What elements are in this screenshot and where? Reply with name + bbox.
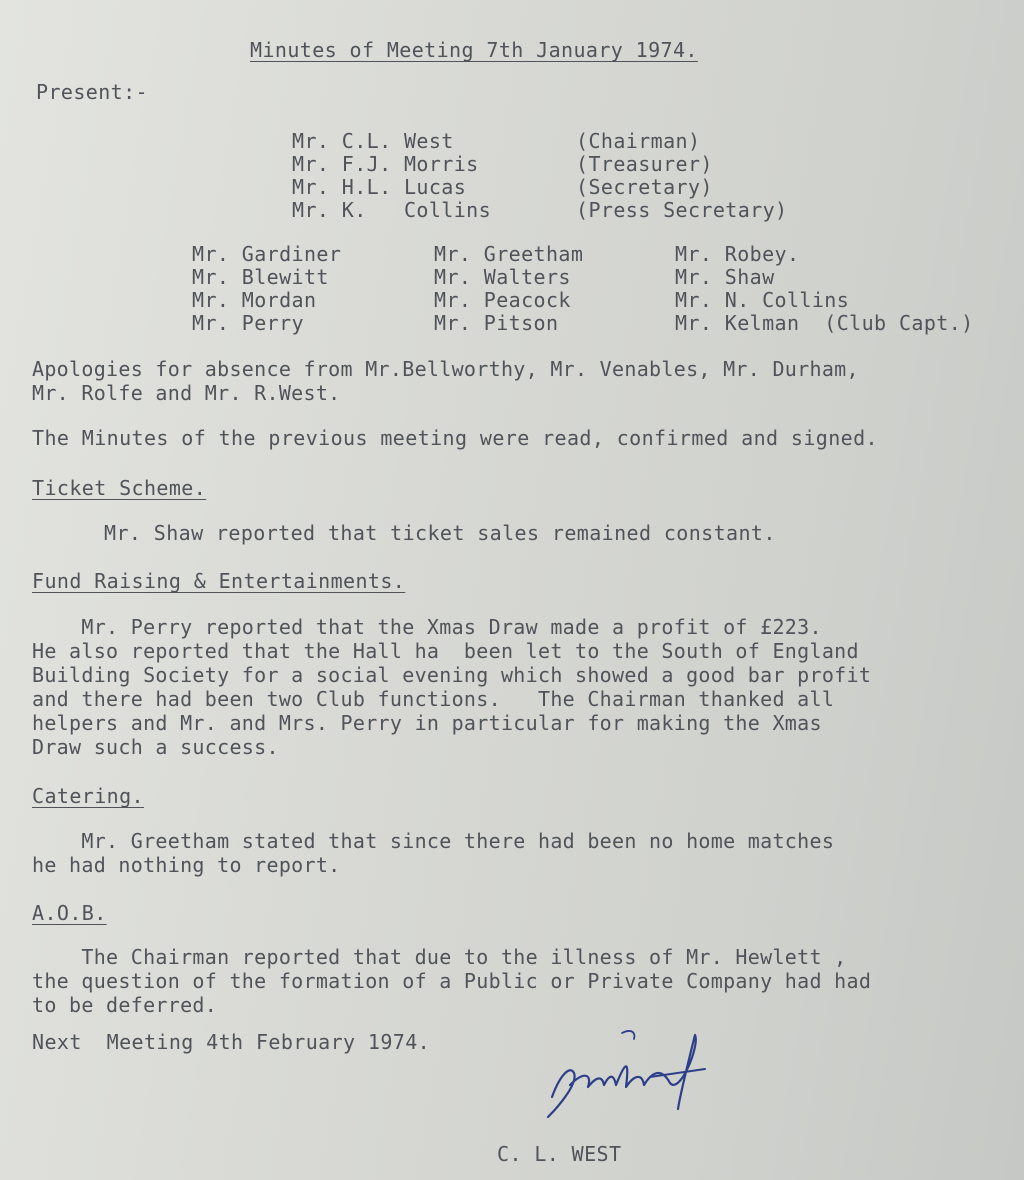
officer-role: (Chairman) — [576, 129, 701, 153]
next-meeting-text: Next Meeting 4th February 1974. — [32, 1030, 431, 1054]
aob-paragraph — [32, 945, 1017, 1017]
member-name: Mr. Blewitt — [192, 265, 329, 289]
present-label: Present:- — [36, 80, 148, 104]
officer-name: Mr. C.L. West — [292, 129, 454, 153]
aob-line: the question of the formation of a Public or Private Company had had — [32, 969, 872, 993]
document-title: Minutes of Meeting 7th January 1974. — [250, 38, 698, 62]
catering-heading: Catering. — [32, 784, 144, 808]
officer-name: Mr. H.L. Lucas — [292, 175, 467, 199]
member-name: Mr. Perry — [192, 311, 304, 335]
members-column-3 — [675, 243, 974, 335]
apologies-paragraph — [32, 357, 1017, 405]
member-name: Mr. Kelman (Club Capt.) — [675, 311, 974, 335]
aob-heading: A.O.B. — [32, 901, 107, 925]
catering-paragraph — [32, 829, 1017, 877]
ticket-scheme-heading: Ticket Scheme. — [32, 476, 207, 500]
fund-raising-line: He also reported that the Hall ha been let to the South of England — [32, 639, 859, 663]
member-name: Mr. N. Collins — [675, 288, 850, 312]
handwritten-signature — [530, 1025, 730, 1125]
signatory-name: C. L. WEST — [497, 1142, 622, 1166]
officers-names — [292, 130, 491, 222]
fund-raising-line: Mr. Perry reported that the Xmas Draw made a profit of £223. — [32, 615, 822, 639]
aob-line: to be deferred. — [32, 993, 218, 1017]
fund-raising-line: Draw such a success. — [32, 735, 279, 759]
fund-raising-line: and there had been two Club functions. The Chairman thanked all — [32, 687, 835, 711]
officer-name: Mr. F.J. Morris — [292, 152, 479, 176]
catering-line: he had nothing to report. — [32, 853, 341, 877]
previous-minutes-text: The Minutes of the previous meeting were read, confirmed and signed. — [32, 426, 878, 450]
officer-role: (Secretary) — [576, 175, 713, 199]
members-column-2 — [434, 243, 583, 335]
fund-raising-line: helpers and Mr. and Mrs. Perry in particular for making the Xmas — [32, 711, 822, 735]
aob-line: The Chairman reported that due to the illness of Mr. Hewlett , — [32, 945, 847, 969]
fund-raising-heading: Fund Raising & Entertainments. — [32, 569, 406, 593]
member-name: Mr. Peacock — [434, 288, 571, 312]
member-name: Mr. Greetham — [434, 242, 584, 266]
apologies-line: Mr. Rolfe and Mr. R.West. — [32, 381, 341, 405]
officers-roles — [576, 130, 788, 222]
members-column-1 — [192, 243, 341, 335]
member-name: Mr. Walters — [434, 265, 571, 289]
fund-raising-line: Building Society for a social evening which showed a good bar profit — [32, 663, 872, 687]
member-name: Mr. Gardiner — [192, 242, 342, 266]
officer-role: (Press Secretary) — [576, 198, 788, 222]
apologies-line: Apologies for absence from Mr.Bellworthy, Mr. Venables, Mr. Durham, — [32, 357, 859, 381]
officer-role: (Treasurer) — [576, 152, 713, 176]
member-name: Mr. Pitson — [434, 311, 559, 335]
ticket-scheme-text: Mr. Shaw reported that ticket sales remained constant. — [104, 521, 776, 545]
officer-name: Mr. K. Collins — [292, 198, 492, 222]
member-name: Mr. Shaw — [675, 265, 775, 289]
member-name: Mr. Robey. — [675, 242, 800, 266]
catering-line: Mr. Greetham stated that since there had been no home matches — [32, 829, 835, 853]
fund-raising-paragraph — [32, 615, 1017, 759]
member-name: Mr. Mordan — [192, 288, 317, 312]
